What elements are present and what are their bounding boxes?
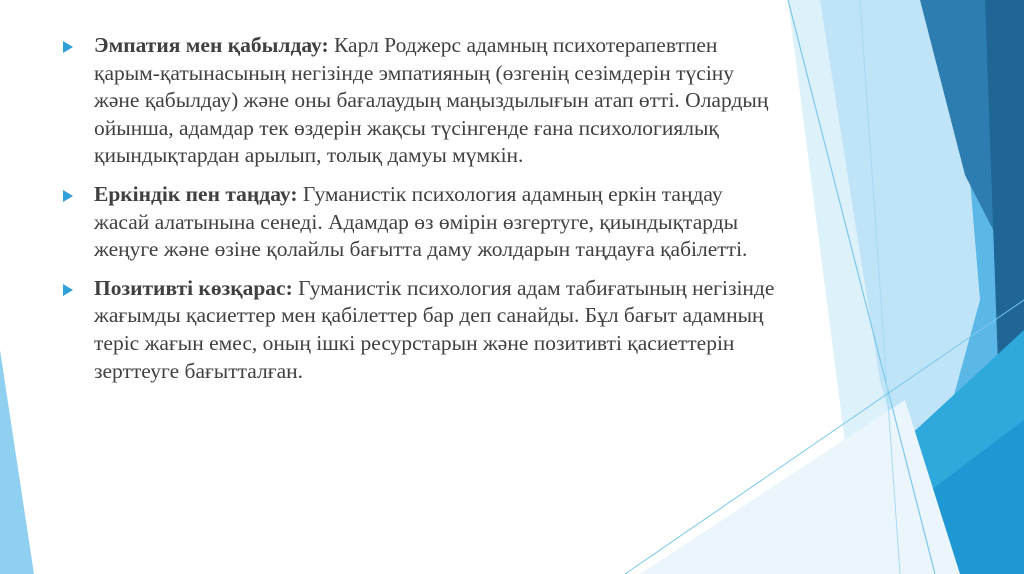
- left-edge-facet: [0, 350, 34, 574]
- bullet-freedom: [58, 181, 778, 264]
- triangle-right-icon: [63, 190, 73, 202]
- bullet-empathy: [58, 32, 778, 170]
- bullet-term: Эмпатия мен қабылдау:: [94, 33, 329, 57]
- triangle-right-icon: [63, 284, 73, 296]
- right-facet-white-wedge: [640, 400, 960, 574]
- bullet-term: Еркіндік пен таңдау:: [94, 181, 298, 206]
- triangle-right-icon: [63, 41, 73, 53]
- slide-content: [58, 32, 778, 396]
- bullet-text: Гуманистік психология адамның еркін таңдау жасай алатынына сенеді. Адамдар өз өмірін өзгертуге, қиындықтарды жеңуге және өзіне қолайлы бағытта даму жолдарын таңдауға қабілетті.: [94, 181, 748, 262]
- bullet-positive: [58, 275, 778, 385]
- bullet-text: Карл Роджерс адамның психотерапевтпен қарым-қатынасының негізінде эмпатияның (өзгенің сезімдерін түсіну және қабылдау) және оны бағалаудың маңыздылығын атап өтті. Олардың ойынша, адамдар тек өздерін жақсы түсінгенде ғана психологиялық қиындықтардан арылып, толық дамуы мүмкін.: [94, 33, 769, 168]
- bullet-term: Позитивті көзқарас:: [94, 275, 293, 300]
- bullet-text: Гуманистік психология адам табиғатының негізінде жағымды қасиеттер мен қабілеттер бар деп санайды. Бұл бағыт адамның теріс жағын емес, оның ішкі ресурстарын және позитивті қасиеттерін зерттеуге бағытталған.: [94, 275, 775, 383]
